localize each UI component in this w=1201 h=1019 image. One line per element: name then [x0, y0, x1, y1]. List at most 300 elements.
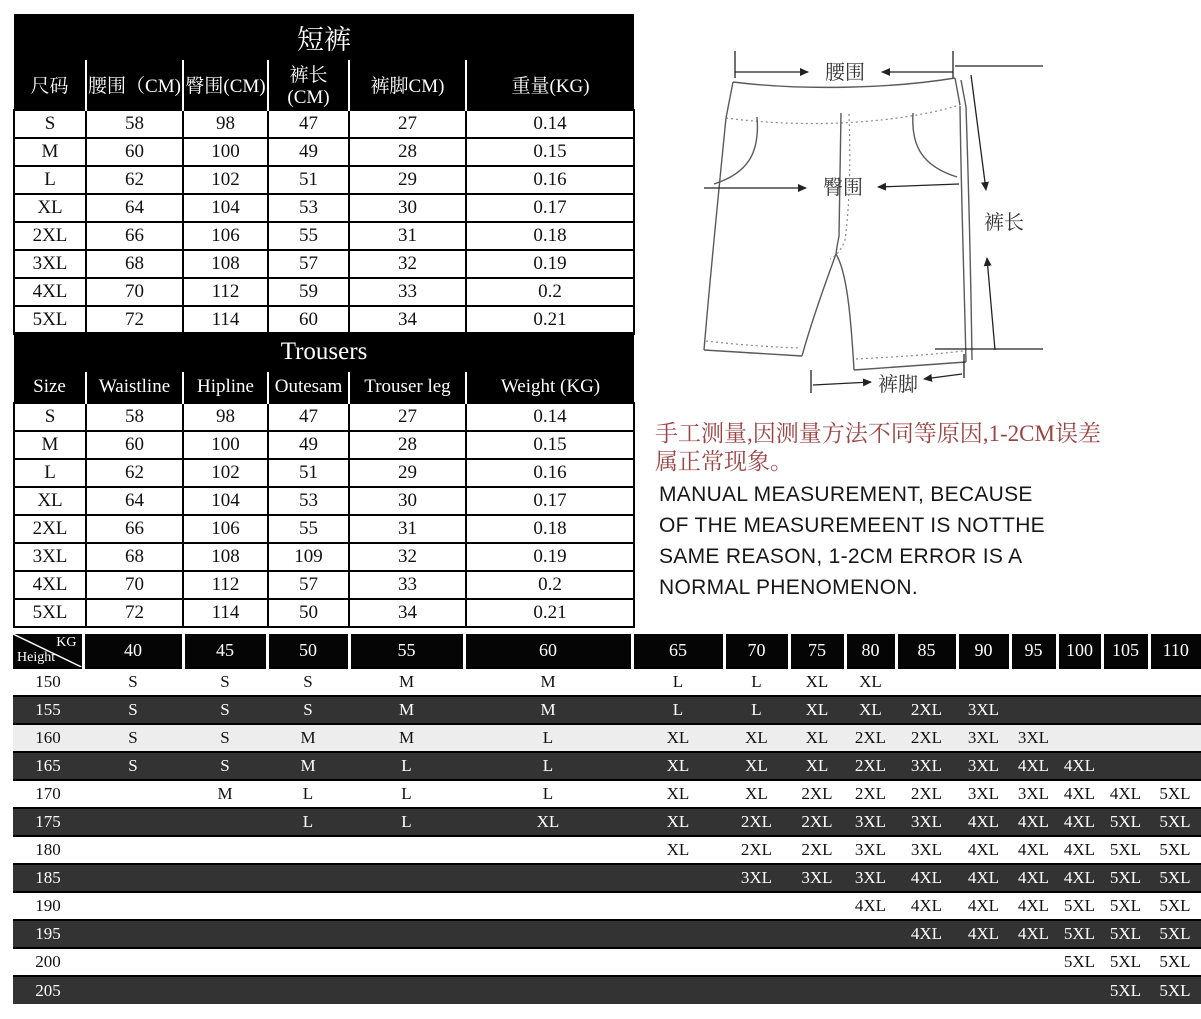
cell: 70 [86, 571, 183, 599]
cell: 32 [349, 543, 466, 571]
cell: 0.18 [466, 222, 634, 250]
cell [183, 808, 267, 836]
cell: XL [789, 668, 845, 696]
cell [349, 836, 464, 864]
length-label: 裤长 [984, 212, 1024, 234]
cell: 5XL [1149, 976, 1201, 1004]
cell: XL [724, 724, 789, 752]
row-header: 200 [13, 948, 83, 976]
row-header: 4XL [14, 278, 86, 306]
cell [83, 864, 183, 892]
table-row [13, 864, 1201, 892]
cell: 4XL [1057, 780, 1102, 808]
cell: 72 [86, 306, 183, 334]
cell: 51 [268, 166, 349, 194]
cell: 5XL [1102, 892, 1149, 920]
shorts-table-title: 短裤 [14, 14, 634, 60]
cell [957, 948, 1010, 976]
cell [724, 976, 789, 1004]
cell: 0.15 [466, 431, 634, 459]
cell: 108 [183, 543, 268, 571]
cell: XL [464, 808, 632, 836]
right-inseam [836, 254, 854, 370]
cell: 47 [268, 110, 349, 138]
shorts-measurement-diagram [660, 18, 1045, 396]
row-header: 150 [13, 668, 83, 696]
cell: 28 [349, 138, 466, 166]
cell: 4XL [1010, 864, 1057, 892]
row-header: 205 [13, 976, 83, 1004]
cell: 4XL [1057, 836, 1102, 864]
column-header: Outesam [268, 372, 349, 403]
waistband-right-outer-edge [961, 80, 966, 107]
cell: 64 [86, 194, 183, 222]
cell: 4XL [1057, 864, 1102, 892]
cell: 2XL [724, 808, 789, 836]
cell [896, 948, 957, 976]
cell [1010, 696, 1057, 724]
cell: 4XL [1010, 808, 1057, 836]
column-header: Hipline [183, 372, 268, 403]
cell: 5XL [1102, 808, 1149, 836]
waistband-stitch [726, 105, 960, 124]
cell [896, 668, 957, 696]
cell [632, 948, 724, 976]
row-header: M [14, 138, 86, 166]
cell: 3XL [845, 808, 896, 836]
table-row [14, 222, 634, 250]
english-note-line: SAME REASON, 1-2CM ERROR IS A [659, 545, 1023, 568]
left-hem-stitch [706, 341, 799, 348]
cell [1010, 976, 1057, 1004]
cell [1010, 948, 1057, 976]
cell [632, 892, 724, 920]
row-header: 170 [13, 780, 83, 808]
row-header: XL [14, 487, 86, 515]
cell: 102 [183, 459, 268, 487]
right-hem [854, 362, 966, 370]
row-header: 2XL [14, 515, 86, 543]
cell: L [464, 780, 632, 808]
shorts-table-body [14, 110, 634, 334]
row-header: 160 [13, 724, 83, 752]
column-header: 80 [845, 634, 896, 668]
table-row [13, 976, 1201, 1004]
table-row [14, 306, 634, 334]
cell [267, 920, 349, 948]
cell: 51 [268, 459, 349, 487]
cell: 2XL [789, 780, 845, 808]
cell: XL [789, 752, 845, 780]
cell: L [724, 696, 789, 724]
cell [789, 948, 845, 976]
leg-opening-arrow-left [813, 382, 871, 385]
table-row [14, 431, 634, 459]
cell: 3XL [724, 864, 789, 892]
left-inseam [802, 254, 836, 356]
cell: 106 [183, 222, 268, 250]
table-row [14, 166, 634, 194]
column-header: 100 [1057, 634, 1102, 668]
cell: 4XL [1102, 780, 1149, 808]
waistband-left-edge [726, 82, 733, 118]
cell: XL [632, 836, 724, 864]
row-header: XL [14, 194, 86, 222]
cell: 98 [183, 403, 268, 431]
cell: 4XL [845, 892, 896, 920]
row-header: 165 [13, 752, 83, 780]
table-row [14, 278, 634, 306]
cell: 68 [86, 543, 183, 571]
corner-kg-label: KG [56, 635, 77, 650]
cell: 0.2 [466, 278, 634, 306]
cell: M [267, 752, 349, 780]
cell [464, 920, 632, 948]
column-header: 腰围（CM) [86, 60, 183, 110]
cell: 3XL [789, 864, 845, 892]
shorts-table-title-row [14, 14, 634, 60]
cell: 106 [183, 515, 268, 543]
cell [349, 864, 464, 892]
cell [464, 948, 632, 976]
column-header: 40 [83, 634, 183, 668]
cell: 49 [268, 138, 349, 166]
cell: 59 [268, 278, 349, 306]
cell: 53 [268, 487, 349, 515]
right-pocket [913, 113, 957, 177]
table-row [13, 752, 1201, 780]
table-row [13, 780, 1201, 808]
waist-label: 腰围 [825, 62, 865, 84]
cell: 0.14 [466, 110, 634, 138]
row-header: 2XL [14, 222, 86, 250]
hip-label: 臀围 [823, 177, 863, 199]
cell [724, 920, 789, 948]
cell: XL [845, 696, 896, 724]
cell: S [267, 696, 349, 724]
cell: XL [632, 724, 724, 752]
row-header: S [14, 403, 86, 431]
table-row [13, 836, 1201, 864]
cell: 5XL [1149, 808, 1201, 836]
cell: 0.19 [466, 543, 634, 571]
cell [1010, 668, 1057, 696]
cell: 0.21 [466, 306, 634, 334]
row-header: 155 [13, 696, 83, 724]
cell: 5XL [1149, 920, 1201, 948]
cell [183, 836, 267, 864]
cell [183, 920, 267, 948]
cell: 3XL [957, 696, 1010, 724]
row-header: 4XL [14, 571, 86, 599]
cell: 104 [183, 194, 268, 222]
trousers-table-title: Trousers [14, 332, 634, 372]
cell: 112 [183, 278, 268, 306]
row-header: L [14, 166, 86, 194]
cell: XL [632, 780, 724, 808]
cell: 62 [86, 459, 183, 487]
cell [724, 948, 789, 976]
cell: XL [724, 752, 789, 780]
cell: 31 [349, 222, 466, 250]
cell: 60 [86, 431, 183, 459]
cell: 58 [86, 403, 183, 431]
cell: 34 [349, 599, 466, 627]
length-arrow-up [987, 258, 995, 350]
row-header: 175 [13, 808, 83, 836]
cell: 5XL [1102, 948, 1149, 976]
english-note-line: MANUAL MEASUREMENT, BECAUSE [659, 483, 1033, 506]
left-hem [704, 350, 802, 356]
table-row [14, 250, 634, 278]
cell: 3XL [845, 836, 896, 864]
table-row [13, 948, 1201, 976]
cell: 29 [349, 166, 466, 194]
cell [349, 976, 464, 1004]
cell: 4XL [1057, 808, 1102, 836]
table-row [13, 724, 1201, 752]
cell: 60 [268, 306, 349, 334]
cell: 27 [349, 110, 466, 138]
cell: 0.17 [466, 487, 634, 515]
hip-arrow-right [878, 184, 959, 187]
cell: 5XL [1102, 920, 1149, 948]
cell: XL [789, 696, 845, 724]
height-weight-size-matrix [13, 634, 1201, 1004]
cell: S [183, 696, 267, 724]
cell [83, 808, 183, 836]
cell [349, 948, 464, 976]
cell: 49 [268, 431, 349, 459]
length-arrow-down [971, 75, 986, 190]
cell [1057, 696, 1102, 724]
cell: M [349, 724, 464, 752]
table-row [13, 892, 1201, 920]
row-header: 3XL [14, 543, 86, 571]
cell [267, 892, 349, 920]
cell: 30 [349, 194, 466, 222]
cell: 4XL [1010, 752, 1057, 780]
column-header: 55 [349, 634, 464, 668]
cell: 3XL [845, 864, 896, 892]
waistband-right-edge [955, 78, 960, 105]
english-note-line: OF THE MEASUREMEENT IS NOTTHE [659, 514, 1045, 537]
cell [464, 836, 632, 864]
cell: L [267, 808, 349, 836]
table-row [14, 403, 634, 431]
column-header: Waistline [86, 372, 183, 403]
cell: 3XL [1010, 780, 1057, 808]
cell [845, 920, 896, 948]
cell: S [267, 668, 349, 696]
english-note-line: NORMAL PHENOMENON. [659, 576, 918, 599]
cell: 2XL [896, 696, 957, 724]
cell: 112 [183, 571, 268, 599]
shorts-size-table [13, 14, 635, 335]
row-header: M [14, 431, 86, 459]
cell [267, 976, 349, 1004]
cell: XL [789, 724, 845, 752]
cell [464, 864, 632, 892]
cell: 0.18 [466, 515, 634, 543]
cell: 5XL [1149, 892, 1201, 920]
column-header: 75 [789, 634, 845, 668]
cell [464, 892, 632, 920]
cell: 102 [183, 166, 268, 194]
cell: 4XL [1057, 752, 1102, 780]
cell: 5XL [1102, 836, 1149, 864]
cell: 55 [268, 222, 349, 250]
cell: M [464, 668, 632, 696]
cell: 3XL [957, 780, 1010, 808]
cell: L [724, 668, 789, 696]
cell: 32 [349, 250, 466, 278]
table-row [13, 808, 1201, 836]
right-side-seam-outer [966, 107, 972, 360]
cell: 29 [349, 459, 466, 487]
row-header: 3XL [14, 250, 86, 278]
cell: 0.2 [466, 571, 634, 599]
cell: 100 [183, 138, 268, 166]
cell: 4XL [1010, 892, 1057, 920]
cell [632, 920, 724, 948]
cell: 3XL [896, 808, 957, 836]
cell [1102, 724, 1149, 752]
cell: 47 [268, 403, 349, 431]
cell: S [83, 752, 183, 780]
cell: 5XL [1057, 920, 1102, 948]
cell [1057, 668, 1102, 696]
column-header: 50 [267, 634, 349, 668]
cell: 72 [86, 599, 183, 627]
english-note [659, 479, 1089, 603]
cell [632, 976, 724, 1004]
cell: 57 [268, 571, 349, 599]
cell: 2XL [896, 780, 957, 808]
cell [957, 668, 1010, 696]
cell: L [349, 808, 464, 836]
cell [83, 892, 183, 920]
column-header: 85 [896, 634, 957, 668]
cell: S [183, 668, 267, 696]
cell: 0.17 [466, 194, 634, 222]
cell: 70 [86, 278, 183, 306]
cell: 4XL [896, 864, 957, 892]
cell: L [267, 780, 349, 808]
cell: 0.14 [466, 403, 634, 431]
cell: 4XL [957, 808, 1010, 836]
cell: 2XL [845, 724, 896, 752]
cell: 66 [86, 515, 183, 543]
cell: 5XL [1102, 864, 1149, 892]
cell: 55 [268, 515, 349, 543]
cell: 3XL [1010, 724, 1057, 752]
column-header: 重量(KG) [466, 60, 634, 110]
shorts-table-header-row [14, 60, 634, 110]
table-row [14, 459, 634, 487]
chinese-note [655, 420, 1180, 476]
cell: 57 [268, 250, 349, 278]
cell [183, 976, 267, 1004]
cell [789, 892, 845, 920]
cell: 33 [349, 278, 466, 306]
cell: 64 [86, 487, 183, 515]
cell [464, 976, 632, 1004]
column-header: 裤长(CM) [268, 60, 349, 110]
cell: 114 [183, 599, 268, 627]
cell: 0.15 [466, 138, 634, 166]
cell: M [183, 780, 267, 808]
cell: 31 [349, 515, 466, 543]
cell: 0.16 [466, 166, 634, 194]
cell: L [632, 668, 724, 696]
row-header: S [14, 110, 86, 138]
cell: 5XL [1149, 948, 1201, 976]
column-header: 60 [464, 634, 632, 668]
corner-height-label: Height [17, 650, 56, 665]
trousers-table-header-row [14, 372, 634, 403]
cell: 2XL [845, 752, 896, 780]
trousers-table-title-row [14, 332, 634, 372]
cell: 4XL [1010, 920, 1057, 948]
cell: 100 [183, 431, 268, 459]
cell: XL [845, 668, 896, 696]
table-row [14, 110, 634, 138]
cell: M [464, 696, 632, 724]
cell [1057, 724, 1102, 752]
cell [267, 864, 349, 892]
cell [83, 780, 183, 808]
cell: 5XL [1057, 892, 1102, 920]
cell: 30 [349, 487, 466, 515]
cell: S [183, 724, 267, 752]
cell: 66 [86, 222, 183, 250]
cell [789, 920, 845, 948]
column-header: 65 [632, 634, 724, 668]
cell: 4XL [957, 920, 1010, 948]
cell: 109 [268, 543, 349, 571]
cell: S [83, 724, 183, 752]
cell: 4XL [957, 836, 1010, 864]
cell [83, 920, 183, 948]
cell [183, 892, 267, 920]
cell [1102, 696, 1149, 724]
cell [1102, 668, 1149, 696]
chinese-note-line: 属正常现象。 [655, 449, 793, 474]
cell [632, 864, 724, 892]
table-row [14, 194, 634, 222]
cell: 3XL [957, 752, 1010, 780]
cell: M [349, 696, 464, 724]
column-header: 45 [183, 634, 267, 668]
table-row [13, 696, 1201, 724]
left-side-seam [704, 118, 726, 350]
cell [1057, 976, 1102, 1004]
cell: S [183, 752, 267, 780]
cell: 104 [183, 487, 268, 515]
cell [957, 976, 1010, 1004]
cell: 5XL [1057, 948, 1102, 976]
cell: L [632, 696, 724, 724]
cell [896, 976, 957, 1004]
cell [1149, 724, 1201, 752]
table-row [13, 920, 1201, 948]
column-header: Trouser leg [349, 372, 466, 403]
cell: 3XL [896, 836, 957, 864]
trousers-table-body [14, 403, 634, 627]
cell: L [349, 780, 464, 808]
table-row [14, 515, 634, 543]
